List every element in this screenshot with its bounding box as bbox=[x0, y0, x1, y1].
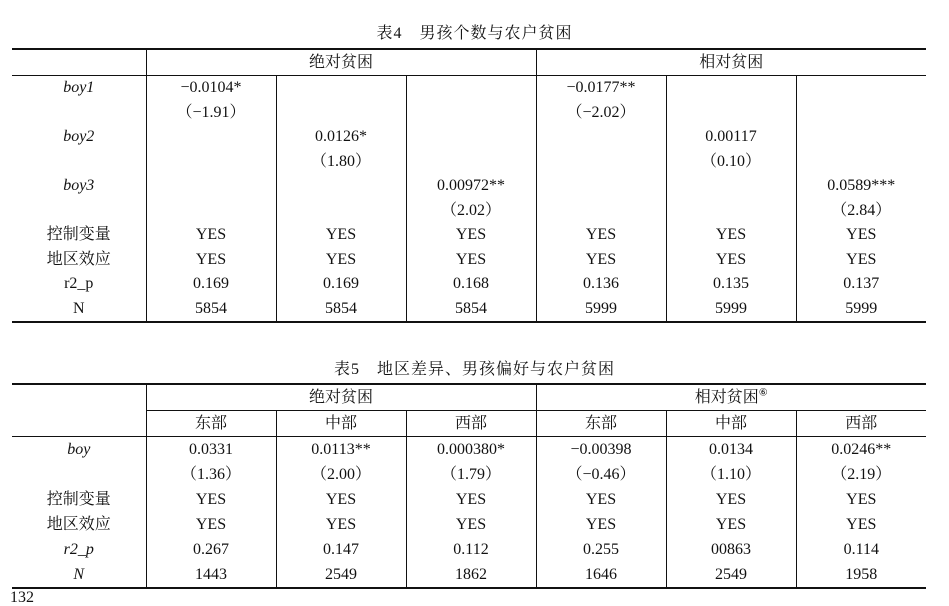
table-cell bbox=[536, 174, 666, 199]
table-cell bbox=[146, 199, 276, 224]
table-row bbox=[12, 125, 926, 150]
table-cell: （−0.46） bbox=[536, 462, 666, 487]
table-row bbox=[12, 487, 926, 512]
table-cell: 0.147 bbox=[276, 537, 406, 562]
table-cell: YES bbox=[146, 248, 276, 273]
table-cell: YES bbox=[276, 223, 406, 248]
table-cell bbox=[276, 101, 406, 126]
table5-header-relative-label: 相对贫困 bbox=[694, 388, 759, 406]
table-cell: 0.135 bbox=[666, 272, 796, 297]
row-label: boy bbox=[67, 440, 91, 458]
table-cell: （2.84） bbox=[796, 199, 926, 224]
row-label bbox=[12, 199, 146, 224]
row-label: N bbox=[12, 562, 146, 588]
table-cell: （2.19） bbox=[796, 462, 926, 487]
table5-header-relative bbox=[536, 384, 926, 411]
table-cell: 0.0126* bbox=[276, 125, 406, 150]
table5-corner bbox=[12, 384, 146, 411]
table-cell: （−1.91） bbox=[146, 101, 276, 126]
table-cell: 0.169 bbox=[146, 272, 276, 297]
table-cell: 0.114 bbox=[796, 537, 926, 562]
table-cell: 5854 bbox=[276, 297, 406, 323]
table-cell: YES bbox=[406, 487, 536, 512]
row-label: boy2 bbox=[63, 128, 95, 146]
table-cell: YES bbox=[406, 512, 536, 537]
table4 bbox=[12, 48, 926, 323]
table-cell: 1958 bbox=[796, 562, 926, 588]
table5 bbox=[12, 383, 926, 589]
table-cell bbox=[406, 101, 536, 126]
table-cell: 1862 bbox=[406, 562, 536, 588]
table-row bbox=[12, 101, 926, 126]
page-number: 132 bbox=[10, 589, 34, 606]
table-cell: 1443 bbox=[146, 562, 276, 588]
table-cell: 00863 bbox=[666, 537, 796, 562]
table-row bbox=[12, 437, 926, 463]
table-cell: 1646 bbox=[536, 562, 666, 588]
row-label: 控制变量 bbox=[46, 226, 111, 244]
row-label bbox=[12, 462, 146, 487]
table-cell: YES bbox=[276, 248, 406, 273]
row-label bbox=[12, 150, 146, 175]
row-label: N bbox=[12, 297, 146, 323]
table-cell: −0.0104* bbox=[146, 76, 276, 101]
table-cell: 0.0113** bbox=[276, 437, 406, 463]
table-cell: 0.0134 bbox=[666, 437, 796, 463]
row-label: 控制变量 bbox=[46, 490, 111, 508]
table-row bbox=[12, 248, 926, 273]
table-cell: （0.10） bbox=[666, 150, 796, 175]
table5-subheader: 东部 bbox=[536, 411, 666, 437]
table-cell: 0.0246** bbox=[796, 437, 926, 463]
table-row bbox=[12, 297, 926, 323]
table-cell bbox=[146, 125, 276, 150]
table-cell: 0.137 bbox=[796, 272, 926, 297]
table-cell: YES bbox=[666, 512, 796, 537]
table-row bbox=[12, 512, 926, 537]
table-cell bbox=[536, 150, 666, 175]
row-label: boy1 bbox=[63, 79, 95, 97]
table-row bbox=[12, 174, 926, 199]
table-row bbox=[12, 562, 926, 588]
table-cell: 0.136 bbox=[536, 272, 666, 297]
table-cell: 2549 bbox=[276, 562, 406, 588]
table4-corner bbox=[12, 49, 146, 76]
table-cell bbox=[276, 174, 406, 199]
table-cell bbox=[666, 101, 796, 126]
table-cell: YES bbox=[796, 248, 926, 273]
table-cell bbox=[406, 150, 536, 175]
table-cell: 0.168 bbox=[406, 272, 536, 297]
table-cell bbox=[276, 76, 406, 101]
table5-subheader: 西部 bbox=[796, 411, 926, 437]
table-cell: YES bbox=[796, 223, 926, 248]
table-cell bbox=[666, 199, 796, 224]
table5-header-absolute: 绝对贫困 bbox=[146, 384, 536, 411]
table-cell: YES bbox=[146, 487, 276, 512]
table-cell: 5854 bbox=[146, 297, 276, 323]
table-row bbox=[12, 462, 926, 487]
table-cell: 0.0589*** bbox=[796, 174, 926, 199]
table-cell: 0.00117 bbox=[666, 125, 796, 150]
table-cell: （2.00） bbox=[276, 462, 406, 487]
table-cell: （1.80） bbox=[276, 150, 406, 175]
table-cell: −0.00398 bbox=[536, 437, 666, 463]
table-cell: YES bbox=[146, 512, 276, 537]
table-cell: YES bbox=[536, 487, 666, 512]
table-cell: YES bbox=[796, 487, 926, 512]
table-cell: YES bbox=[406, 223, 536, 248]
row-label: r2_p bbox=[64, 275, 94, 293]
table-cell: 0.112 bbox=[406, 537, 536, 562]
table-cell bbox=[796, 125, 926, 150]
table4-header-absolute: 绝对贫困 bbox=[146, 49, 536, 76]
row-label: 地区效应 bbox=[46, 250, 111, 268]
row-label: r2_p bbox=[63, 540, 94, 558]
table-row bbox=[12, 199, 926, 224]
table-cell: −0.0177** bbox=[536, 76, 666, 101]
table-cell: YES bbox=[146, 223, 276, 248]
table-cell bbox=[536, 125, 666, 150]
table-cell: YES bbox=[276, 512, 406, 537]
table-cell: 0.000380* bbox=[406, 437, 536, 463]
table-cell: 5999 bbox=[536, 297, 666, 323]
table-cell: 5854 bbox=[406, 297, 536, 323]
table-cell: YES bbox=[666, 223, 796, 248]
table-row bbox=[12, 537, 926, 562]
table-cell: YES bbox=[276, 487, 406, 512]
table-cell bbox=[796, 76, 926, 101]
table-cell: YES bbox=[536, 223, 666, 248]
table-cell: （1.10） bbox=[666, 462, 796, 487]
table-cell: 5999 bbox=[666, 297, 796, 323]
table-cell: 2549 bbox=[666, 562, 796, 588]
table-cell: YES bbox=[666, 487, 796, 512]
table-row bbox=[12, 223, 926, 248]
table-cell bbox=[146, 174, 276, 199]
table-row bbox=[12, 76, 926, 101]
row-label: 地区效应 bbox=[46, 515, 111, 533]
table5-subheader: 东部 bbox=[146, 411, 276, 437]
table-cell bbox=[796, 101, 926, 126]
table5-subheader: 中部 bbox=[276, 411, 406, 437]
table-cell bbox=[796, 150, 926, 175]
table-cell: 0.0331 bbox=[146, 437, 276, 463]
table5-subheader: 西部 bbox=[406, 411, 536, 437]
table-cell: （2.02） bbox=[406, 199, 536, 224]
table5-caption: 表5 地区差异、男孩偏好与农户贫困 bbox=[333, 361, 615, 378]
table-cell: YES bbox=[406, 248, 536, 273]
row-label: boy3 bbox=[63, 177, 95, 195]
table-cell: 0.00972** bbox=[406, 174, 536, 199]
table4-caption: 表4 男孩个数与农户贫困 bbox=[376, 25, 573, 42]
table-cell bbox=[146, 150, 276, 175]
table-cell: 0.169 bbox=[276, 272, 406, 297]
table4-header-relative: 相对贫困 bbox=[536, 49, 926, 76]
footnote-mark: ⑥ bbox=[758, 387, 768, 399]
table-cell bbox=[666, 174, 796, 199]
table-cell: YES bbox=[666, 248, 796, 273]
table5-subheader-row bbox=[12, 411, 926, 437]
table-cell bbox=[276, 199, 406, 224]
row-label bbox=[12, 101, 146, 126]
table-cell bbox=[406, 125, 536, 150]
table-cell bbox=[406, 76, 536, 101]
table-cell: 5999 bbox=[796, 297, 926, 323]
table-cell: 0.267 bbox=[146, 537, 276, 562]
table-cell: YES bbox=[536, 248, 666, 273]
table-cell bbox=[666, 76, 796, 101]
table-row bbox=[12, 272, 926, 297]
table5-subheader: 中部 bbox=[666, 411, 796, 437]
table-cell: 0.255 bbox=[536, 537, 666, 562]
table-cell: YES bbox=[796, 512, 926, 537]
table-cell: （1.36） bbox=[146, 462, 276, 487]
table5-subheader-blank bbox=[12, 411, 146, 437]
table-cell: （−2.02） bbox=[536, 101, 666, 126]
table-row bbox=[12, 150, 926, 175]
table-cell: （1.79） bbox=[406, 462, 536, 487]
table-cell bbox=[536, 199, 666, 224]
table-cell: YES bbox=[536, 512, 666, 537]
